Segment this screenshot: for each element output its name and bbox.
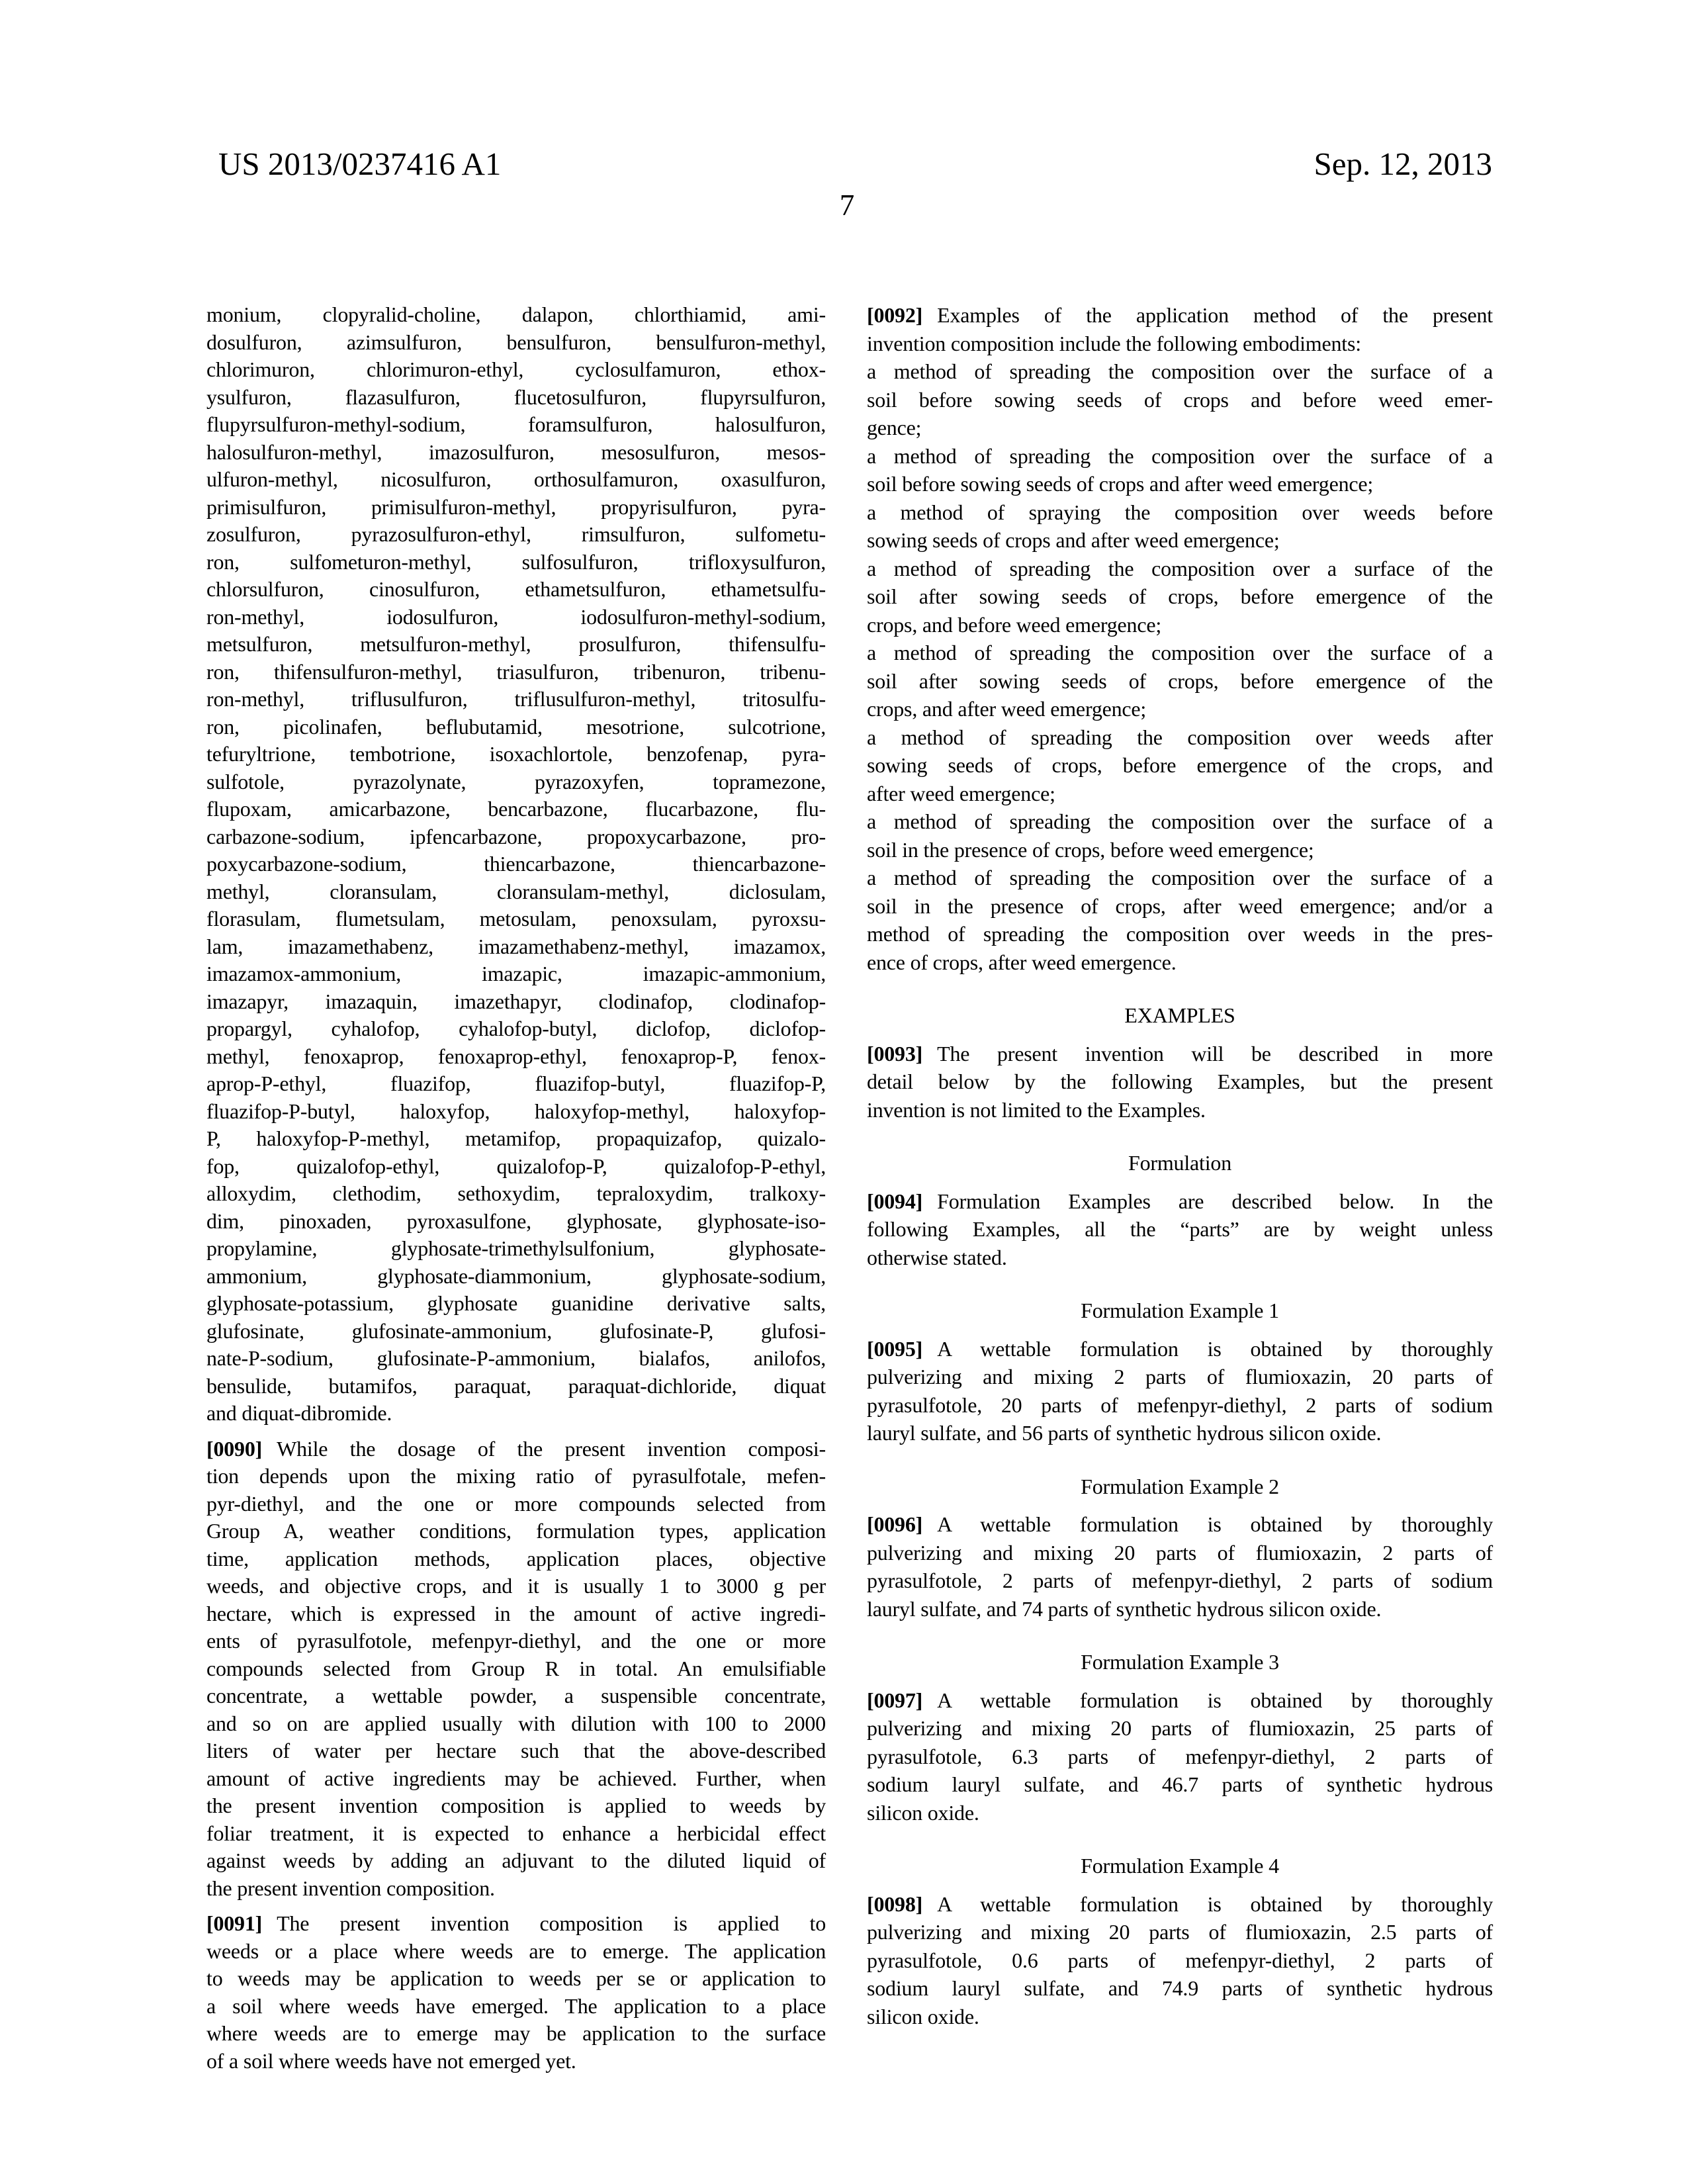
text-line: lauryl sulfate, and 74 parts of synthetic hydrous silicon oxide.	[867, 1596, 1382, 1621]
paragraph-tag: [0098]	[867, 1891, 923, 1916]
text-line: primisulfuron, primisulfuron-methyl, propyrisulfuron, pyra-	[206, 494, 826, 519]
text-line: monium, clopyralid-choline, dalapon, chlorthiamid, ami-	[206, 302, 826, 326]
section-heading-formulation-example-2: Formulation Example 2	[1081, 1474, 1279, 1498]
paragraph-text: A wettable formulation is obtained by thoroughly	[937, 1688, 1493, 1712]
text-line: sowing seeds of crops, before emergence of the crops, and	[867, 753, 1493, 777]
paragraph-body	[206, 1938, 826, 2075]
text-line: soil in the presence of crops, before weed emergence;	[867, 837, 1314, 862]
text-line: fop, quizalofop-ethyl, quizalofop-P, quizalofop-P-ethyl,	[206, 1154, 826, 1178]
text-line: a method of spreading the composition over the surface of a	[867, 641, 1493, 664]
text-line: foliar treatment, it is expected to enhance a herbicidal effect	[206, 1821, 826, 1845]
section-heading-formulation-example-1: Formulation Example 1	[1081, 1298, 1279, 1322]
text-line: method of spreading the composition over weeds in the pres-	[867, 922, 1493, 946]
text-line: crops, and after weed emergence;	[867, 697, 1147, 721]
text-line: and so on are applied usually with dilution with 100 to 2000	[206, 1711, 826, 1735]
paragraph-text-line: invention composition include the following embodiments:	[867, 331, 1361, 355]
left-column	[206, 301, 826, 2075]
text-line: pyrasulfotole, 6.3 parts of mefenpyr-diethyl, 2 parts of	[867, 1744, 1493, 1768]
paragraph-first-line	[206, 1435, 826, 1463]
paragraph-body	[867, 1539, 1493, 1623]
text-line: against weeds by adding an adjuvant to the diluted liquid of	[206, 1848, 826, 1872]
paragraph-herbicide-list-continuation	[206, 301, 826, 1428]
text-line: gence;	[867, 416, 922, 439]
application-method-item	[867, 442, 1493, 498]
text-line: invention is not limited to the Examples.	[867, 1097, 1206, 1122]
text-line: the present invention composition.	[206, 1876, 495, 1900]
text-line: florasulam, flumetsulam, metosulam, penoxsulam, pyroxsu-	[206, 907, 826, 931]
text-line: lauryl sulfate, and 56 parts of synthetic hydrous silicon oxide.	[867, 1421, 1382, 1445]
text-line: after weed emergence;	[867, 781, 1055, 805]
paragraph-first-line	[867, 1040, 1493, 1068]
paragraph-0095	[867, 1335, 1493, 1447]
text-line: otherwise stated.	[867, 1245, 1007, 1269]
text-line: ence of crops, after weed emergence.	[867, 950, 1177, 974]
text-line: glyphosate-potassium, glyphosate guanidine derivative salts,	[206, 1291, 826, 1315]
paragraph-first-line	[867, 1890, 1493, 1919]
section-heading-formulation-example-4: Formulation Example 4	[1081, 1854, 1279, 1878]
text-line: following Examples, all the “parts” are by weight unless	[867, 1217, 1493, 1241]
text-line: ulfuron-methyl, nicosulfuron, orthosulfamuron, oxasulfuron,	[206, 467, 826, 491]
text-line: time, application methods, application places, objective	[206, 1546, 826, 1570]
paragraph-text: Formulation Examples are described below. In the	[937, 1189, 1493, 1213]
paragraph-first-line	[867, 1335, 1493, 1363]
paragraph-text: A wettable formulation is obtained by thoroughly	[937, 1512, 1493, 1536]
text-line: tion depends upon the mixing ratio of pyrasulfotale, mefen-	[206, 1464, 826, 1488]
paragraph-0096	[867, 1510, 1493, 1623]
text-line: silicon oxide.	[867, 1800, 979, 1825]
text-line: soil before sowing seeds of crops and after weed emergence;	[867, 472, 1374, 496]
paragraph-text: The present invention will be described in more	[937, 1041, 1493, 1066]
section-heading-formulation: Formulation	[1128, 1151, 1232, 1175]
application-method-item	[867, 639, 1493, 723]
text-line: dosulfuron, azimsulfuron, bensulfuron, bensulfuron-methyl,	[206, 330, 826, 354]
text-line: P, haloxyfop-P-methyl, metamifop, propaquizafop, quizalo-	[206, 1126, 826, 1150]
paragraph-0092	[867, 301, 1493, 976]
text-line: a method of spreading the composition over weeds after	[867, 725, 1493, 749]
paragraph-tag: [0090]	[206, 1436, 263, 1461]
text-line: bensulide, butamifos, paraquat, paraquat-dichloride, diquat	[206, 1373, 826, 1398]
text-line: amount of active ingredients may be achieved. Further, when	[206, 1766, 826, 1790]
text-line: to weeds may be application to weeds per se or application to	[206, 1966, 826, 1990]
paragraph-tag: [0093]	[867, 1041, 923, 1066]
text-line: pyrasulfotole, 20 parts of mefenpyr-diethyl, 2 parts of sodium	[867, 1392, 1493, 1417]
text-line: halosulfuron-methyl, imazosulfuron, mesosulfuron, mesos-	[206, 439, 826, 464]
text-line: lam, imazamethabenz, imazamethabenz-methyl, imazamox,	[206, 934, 826, 958]
paragraph-tag: [0096]	[867, 1512, 923, 1536]
text-line: ron, picolinafen, beflubutamid, mesotrione, sulcotrione,	[206, 714, 826, 739]
application-method-item	[867, 498, 1493, 555]
text-line: ents of pyrasulfotole, mefenpyr-diethyl, and the one or more	[206, 1629, 826, 1653]
text-line: a method of spreading the composition over the surface of a	[867, 866, 1493, 889]
text-line: pyr-diethyl, and the one or more compounds selected from	[206, 1491, 826, 1516]
text-line: hectare, which is expressed in the amount of active ingredi-	[206, 1601, 826, 1625]
text-line: nate-P-sodium, glufosinate-P-ammonium, bialafos, anilofos,	[206, 1346, 826, 1370]
text-line: ysulfuron, flazasulfuron, flucetosulfuron, flupyrsulfuron,	[206, 385, 826, 409]
text-line: a soil where weeds have emerged. The application to a place	[206, 1993, 826, 2018]
text-line: a method of spreading the composition over the surface of a	[867, 809, 1493, 833]
text-line: concentrate, a wettable powder, a suspensible concentrate,	[206, 1684, 826, 1707]
text-line: where weeds are to emerge may be application to the surface	[206, 2021, 826, 2045]
text-line: aprop-P-ethyl, fluazifop, fluazifop-butyl, fluazifop-P,	[206, 1071, 826, 1095]
paragraph-first-line	[867, 1686, 1493, 1715]
text-line: chlorimuron, chlorimuron-ethyl, cyclosulfamuron, ethox-	[206, 357, 826, 381]
text-line: sowing seeds of crops and after weed emergence;	[867, 528, 1280, 552]
text-line: compounds selected from Group R in total. An emulsifiable	[206, 1656, 826, 1680]
text-line: the present invention composition is applied to weeds by	[206, 1794, 826, 1817]
text-line: silicon oxide.	[867, 2004, 979, 2028]
paragraph-body	[867, 1918, 1493, 2030]
text-line: sodium lauryl sulfate, and 74.9 parts of synthetic hydrous	[867, 1976, 1493, 2000]
text-line: ron-methyl, iodosulfuron, iodosulfuron-methyl-sodium,	[206, 604, 826, 629]
text-line: of a soil where weeds have not emerged yet.	[206, 2048, 576, 2073]
text-line: propylamine, glyphosate-trimethylsulfonium, glyphosate-	[206, 1236, 826, 1260]
text-line: methyl, fenoxaprop, fenoxaprop-ethyl, fenoxaprop-P, fenox-	[206, 1044, 826, 1068]
text-line: a method of spreading the composition over the surface of a	[867, 359, 1493, 383]
paragraph-first-line	[867, 1510, 1493, 1539]
text-line: pulverizing and mixing 20 parts of flumioxazin, 2 parts of	[867, 1540, 1493, 1565]
paragraph-text: A wettable formulation is obtained by thoroughly	[937, 1891, 1493, 1916]
text-line: flupoxam, amicarbazone, bencarbazone, flucarbazone, flu-	[206, 797, 826, 821]
paragraph-0091	[206, 1910, 826, 2075]
text-line: propargyl, cyhalofop, cyhalofop-butyl, diclofop, diclofop-	[206, 1017, 826, 1040]
paragraph-body	[867, 1714, 1493, 1827]
paragraph-body	[867, 1068, 1493, 1124]
paragraph-0097	[867, 1686, 1493, 1827]
paragraph-0098	[867, 1890, 1493, 2031]
paragraph-tag: [0097]	[867, 1688, 923, 1712]
text-line: alloxydim, clethodim, sethoxydim, tepraloxydim, tralkoxy-	[206, 1181, 826, 1205]
application-method-item	[867, 864, 1493, 976]
paragraph-text: Examples of the application method of the present	[937, 303, 1493, 327]
text-line: imazamox-ammonium, imazapic, imazapic-ammonium,	[206, 962, 826, 985]
text-line: detail below by the following Examples, but the present	[867, 1069, 1493, 1093]
text-line: a method of spraying the composition over weeds before	[867, 500, 1493, 524]
page-number: 7	[839, 189, 855, 222]
text-line: imazapyr, imazaquin, imazethapyr, clodinafop, clodinafop-	[206, 989, 826, 1013]
paragraph-tag: [0092]	[867, 303, 923, 327]
text-line: metsulfuron, metsulfuron-methyl, prosulfuron, thifensulfu-	[206, 632, 826, 656]
text-line: ron-methyl, triflusulfuron, triflusulfuron-methyl, tritosulfu-	[206, 687, 826, 711]
section-heading-examples: EXAMPLES	[1124, 1003, 1235, 1027]
application-method-item	[867, 723, 1493, 808]
text-line: pulverizing and mixing 2 parts of flumioxazin, 20 parts of	[867, 1365, 1493, 1388]
text-line: ron, sulfometuron-methyl, sulfosulfuron, trifloxysulfuron,	[206, 549, 826, 574]
text-line: liters of water per hectare such that the above-described	[206, 1739, 826, 1762]
text-line: crops, and before weed emergence;	[867, 612, 1162, 637]
text-line: pulverizing and mixing 20 parts of flumioxazin, 25 parts of	[867, 1716, 1493, 1740]
text-line: poxycarbazone-sodium, thiencarbazone, thiencarbazone-	[206, 852, 826, 876]
text-line: sulfotole, pyrazolynate, pyrazoxyfen, topramezone,	[206, 769, 826, 794]
paragraph-text: The present invention composition is applied to	[277, 1911, 826, 1935]
text-line: methyl, cloransulam, cloransulam-methyl, diclosulam,	[206, 879, 826, 903]
paragraph-0093	[867, 1040, 1493, 1124]
text-line: soil before sowing seeds of crops and before weed emer-	[867, 387, 1493, 412]
text-line: pulverizing and mixing 20 parts of flumioxazin, 2.5 parts of	[867, 1920, 1493, 1944]
paragraph-text: A wettable formulation is obtained by thoroughly	[937, 1336, 1493, 1361]
text-line: pyrasulfotole, 2 parts of mefenpyr-diethyl, 2 parts of sodium	[867, 1569, 1493, 1592]
application-method-item	[867, 357, 1493, 442]
section-heading-formulation-example-3: Formulation Example 3	[1081, 1650, 1279, 1674]
text-line: carbazone-sodium, ipfencarbazone, propoxycarbazone, pro-	[206, 824, 826, 848]
right-column	[867, 301, 1493, 2030]
text-line: sodium lauryl sulfate, and 46.7 parts of synthetic hydrous	[867, 1772, 1493, 1796]
text-line: Group A, weather conditions, formulation types, application	[206, 1519, 826, 1543]
text-line: fluazifop-P-butyl, haloxyfop, haloxyfop-methyl, haloxyfop-	[206, 1099, 826, 1123]
text-line: flupyrsulfuron-methyl-sodium, foramsulfuron, halosulfuron,	[206, 412, 826, 436]
paragraph-body	[867, 1363, 1493, 1447]
paragraph-0090	[206, 1435, 826, 1903]
application-method-item	[867, 555, 1493, 639]
application-method-item	[867, 807, 1493, 864]
paragraph-text: While the dosage of the present invention composi-	[277, 1436, 826, 1461]
text-line: soil after sowing seeds of crops, before emergence of the	[867, 584, 1493, 608]
paragraph-first-line	[206, 1910, 826, 1938]
text-line: a method of spreading the composition over the surface of a	[867, 443, 1493, 468]
paragraph-body	[867, 1215, 1493, 1271]
text-line: glufosinate, glufosinate-ammonium, glufosinate-P, glufosi-	[206, 1318, 826, 1343]
paragraph-first-line	[867, 301, 1493, 330]
text-line: chlorsulfuron, cinosulfuron, ethametsulfuron, ethametsulfu-	[206, 577, 826, 601]
patent-number: US 2013/0237416 A1	[218, 146, 502, 182]
paragraph-tag: [0095]	[867, 1336, 923, 1361]
text-line: weeds, and objective crops, and it is usually 1 to 3000 g per	[206, 1574, 826, 1598]
text-line: dim, pinoxaden, pyroxasulfone, glyphosate, glyphosate-iso-	[206, 1208, 826, 1233]
text-line: ammonium, glyphosate-diammonium, glyphosate-sodium,	[206, 1263, 826, 1288]
text-line: soil in the presence of crops, after weed emergence; and/or a	[867, 893, 1493, 918]
text-line: ron, thifensulfuron-methyl, triasulfuron, tribenuron, tribenu-	[206, 659, 826, 684]
paragraph-tag: [0091]	[206, 1911, 263, 1935]
text-line: and diquat-dibromide.	[206, 1401, 392, 1425]
header-date: Sep. 12, 2013	[1314, 146, 1492, 182]
text-line: soil after sowing seeds of crops, before emergence of the	[867, 668, 1493, 693]
text-line: pyrasulfotole, 0.6 parts of mefenpyr-diethyl, 2 parts of	[867, 1948, 1493, 1972]
text-line: a method of spreading the composition over a surface of the	[867, 556, 1493, 580]
text-line: tefuryltrione, tembotrione, isoxachlortole, benzofenap, pyra-	[206, 742, 826, 766]
text-line: zosulfuron, pyrazosulfuron-ethyl, rimsulfuron, sulfometu-	[206, 522, 826, 546]
paragraph-0094	[867, 1187, 1493, 1272]
paragraph-body	[206, 1463, 826, 1902]
text-line: weeds or a place where weeds are to emerge. The application	[206, 1938, 826, 1963]
paragraph-tag: [0094]	[867, 1189, 923, 1213]
paragraph-first-line	[867, 1187, 1493, 1216]
